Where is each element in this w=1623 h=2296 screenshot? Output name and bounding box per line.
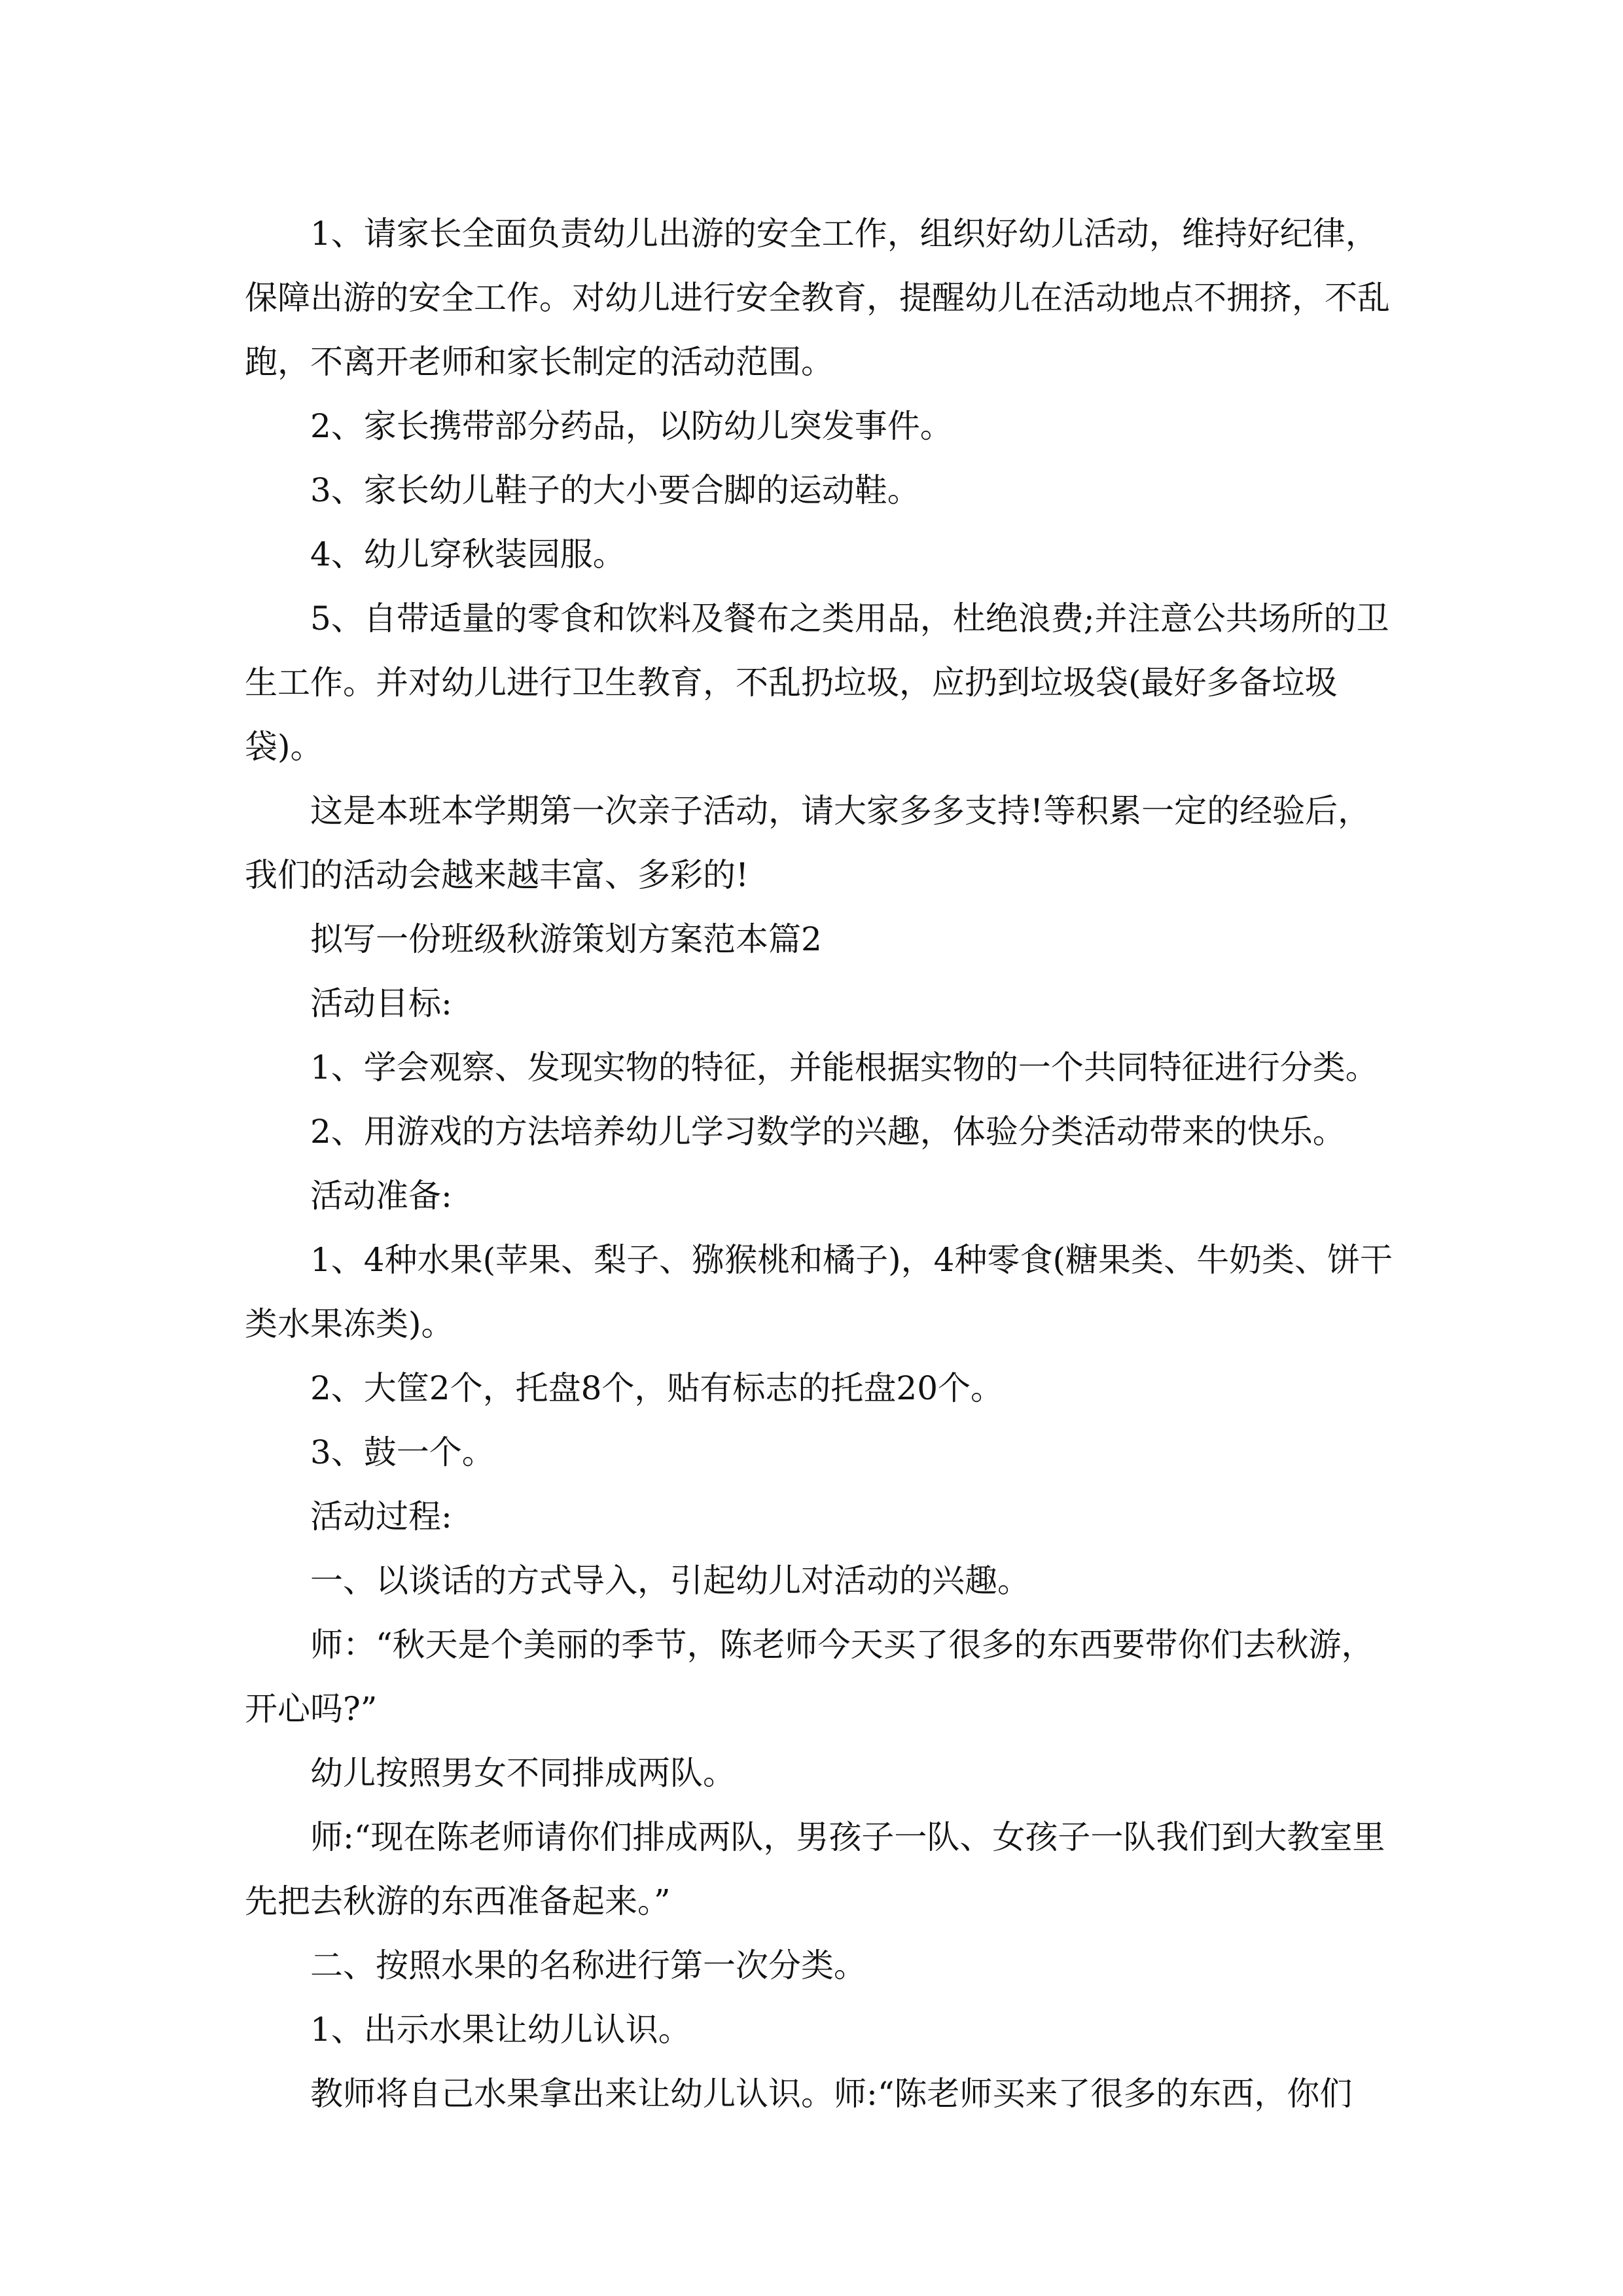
paragraph-10: 2、用游戏的方法培养幼儿学习数学的兴趣，体验分类活动带来的快乐。 — [310, 1113, 1346, 1151]
paragraph-2: 2、家长携带部分药品，以防幼儿突发事件。 — [310, 407, 953, 445]
paragraph-19: 师:“现在陈老师请你们排成两队，男孩子一队、女孩子一队我们到大教室里先把去秋游的东西准备起来。” — [245, 1818, 1385, 1920]
paragraph-3: 3、家长幼儿鞋子的大小要合脚的运动鞋。 — [310, 471, 920, 509]
activity-process-heading: 活动过程: — [310, 1498, 452, 1535]
paragraph-14: 3、鼓一个。 — [310, 1433, 495, 1471]
paragraph-5: 5、自带适量的零食和饮料及餐布之类用品，杜绝浪费;并注意公共场所的卫生工作。并对幼儿进行卫生教育，不乱扔垃圾，应扔到垃圾袋(最好多备垃圾袋)。 — [245, 600, 1389, 766]
paragraph-13: 2、大筐2个，托盘8个，贴有标志的托盘20个。 — [310, 1369, 1004, 1407]
paragraph-18: 幼儿按照男女不同排成两队。 — [310, 1754, 736, 1792]
paragraph-16: 一、以谈话的方式导入，引起幼儿对活动的兴趣。 — [310, 1562, 1030, 1600]
paragraph-1: 1、请家长全面负责幼儿出游的安全工作，组织好幼儿活动，维持好纪律，保障出游的安全工作。对幼儿进行安全教育，提醒幼儿在活动地点不拥挤，不乱跑，不离开老师和家长制定的活动范围。 — [245, 215, 1390, 381]
paragraph-17: 师：“秋天是个美丽的季节，陈老师今天买了很多的东西要带你们去秋游，开心吗?” — [245, 1626, 1374, 1728]
activity-prep-heading: 活动准备: — [310, 1177, 452, 1215]
paragraph-9: 1、学会观察、发现实物的特征，并能根据实物的一个共同特征进行分类。 — [310, 1049, 1378, 1086]
paragraph-20: 二、按照水果的名称进行第一次分类。 — [310, 1946, 866, 1984]
document-body — [245, 202, 1397, 2126]
activity-goals-heading: 活动目标: — [310, 984, 452, 1022]
paragraph-12: 1、4种水果(苹果、梨子、猕猴桃和橘子)，4种零食(糖果类、牛奶类、饼干类水果冻类)。 — [245, 1241, 1393, 1343]
paragraph-4: 4、幼儿穿秋装园服。 — [310, 535, 626, 573]
paragraph-6: 这是本班本学期第一次亲子活动，请大家多多支持!等积累一定的经验后，我们的活动会越来越丰富、多彩的! — [245, 792, 1371, 894]
paragraph-21: 1、出示水果让幼儿认识。 — [310, 2011, 691, 2049]
section-heading: 拟写一份班级秋游策划方案范本篇2 — [310, 920, 822, 958]
paragraph-22: 教师将自己水果拿出来让幼儿认识。师:“陈老师买来了很多的东西，你们 — [310, 2075, 1353, 2113]
